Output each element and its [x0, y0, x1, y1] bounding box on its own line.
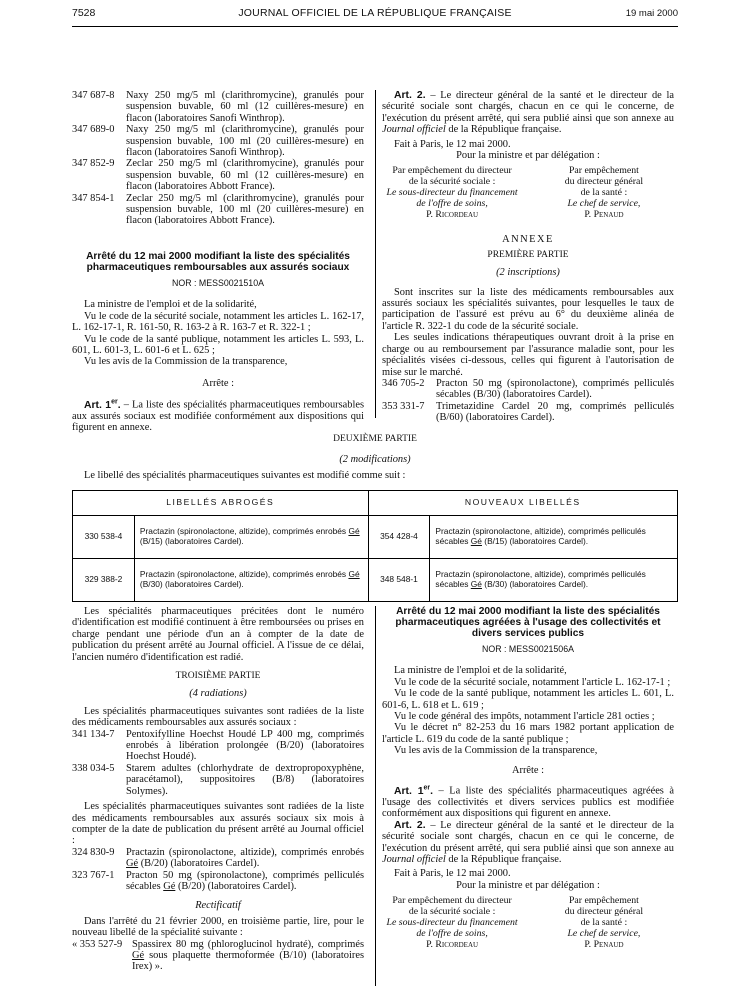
radiation-list-2 [72, 847, 364, 893]
arrete2-delegation: Pour la ministre et par délégation : [456, 879, 600, 891]
arrete1-vu-2: Vu le code de la santé publique, notamment les articles L. 593, L. 601, L. 601-3, L. 601-6 et L. 625 ; [72, 333, 364, 356]
list-item [382, 401, 674, 424]
identification-code: 323 767-1 [72, 869, 115, 881]
arrete1-signatures: Par empêchement du directeur de la sécurité sociale : Le sous-directeur du financement de l'offre de soins, P. Ricordeau Par empêchement du directeur général de la santé : Le chef de service, P. Penaud [386, 165, 644, 221]
arrete2-nor: NOR : MESS0021506A [482, 644, 574, 654]
arrete1-article-1: Art. 1er. – La liste des spécialités pharmaceutiques remboursables aux assurés sociaux est modifiée conformément aux dispositions qui figurent en annexe. [72, 398, 364, 434]
product-label: Practon 50 mg (spironolactone), comprimés pelliculés sécables (B/30) (laboratoires Cardel). [436, 377, 674, 401]
arrete1-vu-3: Vu les avis de la Commission de la transparence, [84, 356, 288, 368]
libelle-intro: Le libellé des spécialités pharmaceutiques suivantes est modifié comme suit : [84, 469, 406, 481]
product-label: Pentoxifylline Hoechst Houdé LP 400 mg, comprimés enrobés à libération prolongée (B/20) (laboratoires Hoechst Houdé). [126, 728, 364, 763]
table-header-row [73, 491, 678, 516]
product-label: Naxy 250 mg/5 ml (clarithromycine), granulés pour suspension buvable, 100 ml (20 cuillères-mesure) en flacon (laboratoires Sanofi Winthrop). [126, 124, 364, 159]
identification-code: 353 331-7 [382, 400, 425, 412]
table-row [73, 559, 678, 602]
left-column-top [72, 90, 364, 434]
arrete1-vu-1: Vu le code de la sécurité sociale, notamment les articles L. 162-17, L. 162-17-1, R. 161-50, R. 163-2 à R. 163-7 et R. 322-1 ; [72, 310, 364, 334]
header-nouveaux-libelles: NOUVEAUX LIBELLÉS [368, 491, 678, 516]
annexe-part-2: DEUXIÈME PARTIE [333, 434, 417, 444]
annexe-inscriptions: (2 inscriptions) [496, 267, 560, 279]
deuxieme-partie [72, 434, 678, 481]
product-label: Zeclar 250 mg/5 ml (clarithromycine), granulés pour suspension buvable, 100 ml (20 cuillères-mesure) en flacon (laboratoires Abbott France). [126, 192, 364, 227]
column-divider-top [375, 90, 376, 418]
right-column-bottom [382, 606, 674, 950]
arrete2-vu-3: Vu le code général des impôts, notamment l'article 281 octies ; [394, 711, 655, 723]
annexe-paragraph-2: Les seules indications thérapeutiques ouvrant droit à la prise en charge ou au remboursement par l'assurance maladie sont, pour les spécialités visées ci-dessous, celles qui figurent à l'autorisation de mise sur le marché. [382, 332, 674, 378]
radiation-intro-2: Les spécialités pharmaceutiques suivantes sont radiées de la liste des médicaments remboursables aux assurés sociaux six mois à compter de la date de publication du présent arrêté au Journal officiel : [72, 801, 364, 847]
header-libelles-abroges: LIBELLÉS ABROGÉS [73, 491, 369, 516]
arrete2-vu-2: Vu le code de la santé publique, notamment les articles L. 601, L. 601-6, L. 618 et L. 619 ; [382, 688, 674, 711]
list-item [72, 193, 364, 227]
table-row [73, 516, 678, 559]
arrete2-minister: La ministre de l'emploi et de la solidarité, [394, 665, 567, 677]
issue-date: 19 mai 2000 [625, 8, 678, 19]
new-label: Practazin (spironolactone, altizide), comprimés pelliculés sécables Gé (B/30) (laboratoires Cardel). [430, 559, 678, 602]
identification-code: 341 134-7 [72, 728, 115, 740]
rectificatif-text: Dans l'arrêté du 21 février 2000, en troisième partie, lire, pour le nouveau libellé de la spécialité suivante : [72, 915, 364, 939]
right-column-top [382, 90, 674, 424]
old-label: Practazin (spironolactone, altizide), comprimés enrobés Gé (B/30) (laboratoires Cardel). [134, 559, 368, 602]
product-label: Naxy 250 mg/5 ml (clarithromycine), granulés pour suspension buvable, 60 ml (12 cuillères-mesure) en flacon (laboratoires Sanofi Winthrop). [126, 90, 364, 124]
arrete2-title: Arrêté du 12 mai 2000 modifiant la liste des spécialités pharmaceutiques agréées à l'usage des collectivités et divers services publics [395, 606, 661, 639]
arrete2-fait: Fait à Paris, le 12 mai 2000. [394, 868, 511, 880]
product-label: Starem adultes (chlorhydrate de dextropropoxyphène, paracétamol), suppositoires (B/8) (laboratoires Solymes). [126, 762, 364, 797]
arrete2-signatures: Par empêchement du directeur de la sécurité sociale : Le sous-directeur du financement de l'offre de soins, P. Ricordeau Par empêchement du directeur général de la santé : Le chef de service, P. Penaud [386, 895, 644, 951]
arrete2-article-1: Art. 1er. – La liste des spécialités pharmaceutiques agréées à l'usage des collectivités et divers services publics est modifiée conformément aux dispositions qui figurent en annexe. [382, 784, 674, 820]
libelles-table [72, 490, 678, 602]
list-item [72, 90, 364, 124]
arrete2-arrete: Arrête : [511, 764, 545, 776]
annexe-part-1: PREMIÈRE PARTIE [487, 249, 569, 260]
arrete2-vu-1: Vu le code de la sécurité sociale, notamment l'article L. 162-17-1 ; [394, 676, 671, 688]
annexe-paragraph-1: Sont inscrites sur la liste des médicaments remboursables aux assurés sociaux les spécialités suivantes, pour lesquelles le taux de participation de l'assuré est prévu au 6° du deuxième alinéa de l'article R. 322-1 du code de la sécurité sociale. [382, 286, 674, 332]
identification-code: 347 687-8 [72, 90, 115, 101]
page-header [72, 4, 678, 27]
rectificatif-title: Rectificatif [195, 900, 241, 912]
arrete1-arrete: Arrête : [201, 377, 235, 389]
identification-code: 338 034-5 [72, 762, 115, 774]
arrete1-fait: Fait à Paris, le 12 mai 2000. [394, 138, 511, 150]
list-item [72, 847, 364, 870]
rectificatif-entry: « 353 527-9 Spassirex 80 mg (phloroglucinol hydraté), comprimés Gé sous plaquette thermoformée (B/10) (laboratoires Irex) ». [72, 938, 364, 973]
arrete2-article-2: Art. 2. – Le directeur général de la santé et le directeur de la sécurité sociale sont chargés, chacun en ce qui le concerne, de l'exécution du présent arrêté, qui sera publié ainsi que son annexe au Journal officiel de la République française. [382, 819, 674, 865]
list-item [72, 729, 364, 763]
annexe-part-3: TROISIÈME PARTIE [175, 671, 261, 682]
new-label: Practazin (spironolactone, altizide), comprimés pelliculés sécables Gé (B/15) (laboratoires Cardel). [430, 516, 678, 559]
arrete1-title: Arrêté du 12 mai 2000 modifiant la liste des spécialités pharmaceutiques remboursables aux assurés sociaux [86, 250, 350, 273]
after-table-paragraph: Les spécialités pharmaceutiques précitées dont le numéro d'identification est modifié continuent à être remboursées ou prises en charge pendant une période d'un an à compter de la date de publication du présent arrêté au Journal officiel. A l'issue de ce délai, l'ancien numéro d'identification est radié. [72, 606, 364, 663]
arrete1-minister: La ministre de l'emploi et de la solidarité, [84, 299, 257, 311]
identification-code: 346 705-2 [382, 377, 425, 389]
identification-code: 347 852-9 [72, 158, 115, 170]
list-item [72, 763, 364, 797]
old-code: 329 388-2 [73, 559, 135, 602]
identification-code: 347 689-0 [72, 124, 115, 136]
journal-title: JOURNAL OFFICIEL DE LA RÉPUBLIQUE FRANÇAISE [238, 7, 512, 19]
radiation-intro-1: Les spécialités pharmaceutiques suivantes sont radiées de la liste des médicaments remboursables aux assurés sociaux : [72, 705, 364, 729]
list-item [72, 158, 364, 192]
left-entry-list [72, 90, 364, 227]
radiation-list-1 [72, 729, 364, 797]
arrete2-vu-4: Vu le décret n° 82-253 du 16 mars 1982 portant application de l'article L. 619 du code de la santé publique ; [382, 722, 674, 745]
product-label: Practazin (spironolactone, altizide), comprimés enrobés Gé (B/20) (laboratoires Cardel). [126, 846, 364, 870]
list-item [72, 870, 364, 893]
annexe-modifications: (2 modifications) [339, 454, 411, 466]
left-column-bottom [72, 606, 364, 973]
column-divider-bottom [375, 606, 376, 986]
old-label: Practazin (spironolactone, altizide), comprimés enrobés Gé (B/15) (laboratoires Cardel). [134, 516, 368, 559]
annexe-radiations: (4 radiations) [189, 688, 247, 700]
page-number: 7528 [72, 7, 96, 19]
arrete1-nor: NOR : MESS0021510A [172, 277, 264, 288]
inscription-list [382, 378, 674, 424]
list-item [382, 378, 674, 401]
new-code: 354 428-4 [368, 516, 430, 559]
old-code: 330 538-4 [73, 516, 135, 559]
list-item [72, 124, 364, 158]
product-label: Zeclar 250 mg/5 ml (clarithromycine), granulés pour suspension buvable, 60 ml (12 cuillères-mesure) en flacon (laboratoires Abbott France). [126, 158, 364, 193]
identification-code: 324 830-9 [72, 846, 115, 858]
product-label: Trimetazidine Cardel 20 mg, comprimés pelliculés (B/60) (laboratoires Cardel). [436, 400, 674, 424]
identification-code: 347 854-1 [72, 192, 115, 204]
new-code: 348 548-1 [368, 559, 430, 602]
arrete1-article-2: Art. 2. – Le directeur général de la santé et le directeur de la sécurité sociale sont chargés, chacun en ce qui le concerne, de l'exécution du présent arrêté, qui sera publié ainsi que son annexe au Journal officiel de la République française. [382, 90, 674, 136]
product-label: Practon 50 mg (spironolactone), comprimés pelliculés sécables Gé (B/20) (laboratoires Cardel). [126, 869, 364, 892]
arrete2-vu-5: Vu les avis de la Commission de la transparence, [394, 745, 598, 757]
arrete1-delegation: Pour la ministre et par délégation : [456, 150, 600, 162]
annexe-title: ANNEXE [502, 234, 554, 246]
